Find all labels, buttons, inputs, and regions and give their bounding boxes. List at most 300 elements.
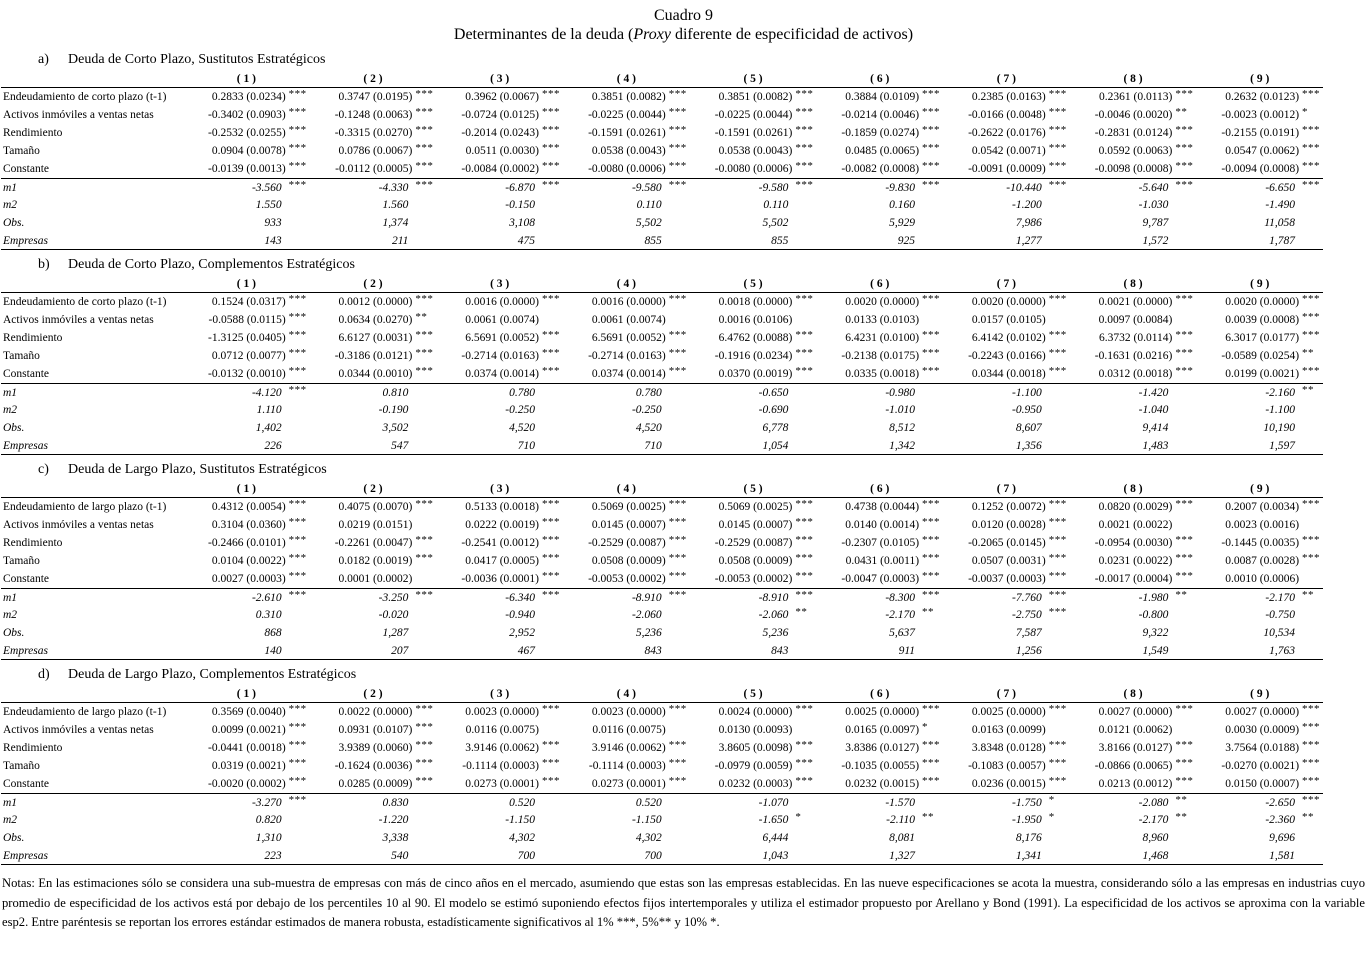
cell-value: 7,587 — [1015, 627, 1042, 639]
cell-value: -0.0954 (0.0030) — [1094, 537, 1173, 549]
significance-stars: *** — [668, 106, 687, 118]
significance-stars: *** — [668, 775, 687, 787]
cell-value: 3.9146 (0.0062) — [591, 742, 666, 754]
significance-stars: *** — [1302, 311, 1321, 323]
significance-stars: *** — [288, 589, 307, 601]
coef-row — [1, 365, 1323, 383]
col-header: ( 4 ) — [616, 483, 636, 495]
cell-value: 5,502 — [635, 217, 662, 229]
cell-value: 0.0016 (0.0000) — [465, 296, 540, 308]
significance-stars — [412, 808, 436, 826]
cell-value: 8,512 — [889, 422, 916, 434]
cell-value: -0.0046 (0.0020) — [1094, 109, 1173, 121]
significance-stars — [1172, 513, 1196, 531]
cell-value: 0.4312 (0.0054) — [211, 501, 286, 513]
significance-stars: *** — [1302, 534, 1321, 546]
significance-stars — [1172, 603, 1196, 621]
panel-table — [1, 686, 1323, 865]
cell-value: 0.5069 (0.0025) — [591, 501, 666, 513]
cell-value: 0.0370 (0.0019) — [718, 368, 793, 380]
significance-stars: *** — [288, 293, 307, 305]
coef-row — [1, 88, 1323, 106]
significance-stars — [792, 308, 816, 326]
header-spacer — [1, 686, 183, 702]
significance-stars: *** — [922, 106, 941, 118]
cell-value: -0.0441 (0.0018) — [208, 742, 286, 754]
row-label: m2 — [3, 199, 18, 211]
cell-value: -2.170 — [885, 609, 916, 621]
col-header: ( 7 ) — [996, 278, 1016, 290]
stat-row — [1, 606, 1323, 624]
cell-value: -0.690 — [758, 404, 789, 416]
significance-stars — [412, 513, 436, 531]
significance-stars: *** — [1302, 179, 1321, 191]
cell-value: 0.110 — [763, 199, 789, 211]
significance-stars: *** — [795, 498, 814, 510]
cell-value: -0.980 — [885, 387, 916, 399]
panel-letter: c) — [38, 462, 49, 477]
significance-stars: *** — [668, 552, 687, 564]
col-header: ( 5 ) — [743, 688, 763, 700]
significance-stars: ** — [1175, 106, 1188, 118]
significance-stars: *** — [1048, 775, 1067, 787]
significance-stars: *** — [415, 589, 434, 601]
cell-value: 0.1524 (0.0317) — [211, 296, 286, 308]
cell-value: 0.0335 (0.0018) — [845, 368, 920, 380]
cell-value: -0.0036 (0.0001) — [461, 573, 540, 585]
significance-stars — [792, 718, 816, 736]
significance-stars: *** — [288, 552, 307, 564]
significance-stars: *** — [1302, 293, 1321, 305]
cell-value: 4,520 — [635, 422, 662, 434]
cell-value: -1.220 — [378, 814, 409, 826]
significance-stars — [1299, 826, 1323, 844]
col-header: ( 6 ) — [870, 73, 890, 85]
significance-stars: *** — [542, 88, 561, 100]
cell-value: -6.650 — [1265, 182, 1296, 194]
cell-value: 0.0547 (0.0062) — [1225, 145, 1300, 157]
significance-stars — [412, 603, 436, 621]
row-label: m1 — [3, 387, 18, 399]
cell-value: 0.0374 (0.0014) — [591, 368, 666, 380]
cell-value: -2.610 — [251, 592, 282, 604]
significance-stars: *** — [1302, 124, 1321, 136]
cell-value: -0.150 — [505, 199, 536, 211]
stat-cell — [943, 847, 1070, 864]
significance-stars: *** — [1048, 347, 1067, 359]
col-header: ( 3 ) — [490, 73, 510, 85]
significance-stars: ** — [1302, 384, 1315, 396]
col-header: ( 1 ) — [236, 483, 256, 495]
significance-stars: * — [1048, 794, 1055, 806]
cell-value: 0.0097 (0.0084) — [1098, 314, 1173, 326]
col-header: ( 3 ) — [490, 483, 510, 495]
significance-stars — [539, 603, 563, 621]
significance-stars: *** — [795, 329, 814, 341]
significance-stars: *** — [1048, 329, 1067, 341]
cell-value: 0.0020 (0.0000) — [845, 296, 920, 308]
significance-stars: *** — [1302, 160, 1321, 172]
significance-stars — [666, 193, 690, 211]
cell-value: 0.0222 (0.0019) — [465, 519, 540, 531]
significance-stars: *** — [922, 775, 941, 787]
col-header: ( 8 ) — [1123, 278, 1143, 290]
cell-value: 0.0027 (0.0000) — [1225, 706, 1300, 718]
cell-value: -0.190 — [378, 404, 409, 416]
significance-stars — [412, 639, 436, 656]
significance-stars: *** — [668, 703, 687, 715]
col-header: ( 2 ) — [363, 73, 383, 85]
stat-row — [1, 178, 1323, 196]
stat-cell — [183, 232, 310, 249]
table-title-post: diferente de especificidad de activos) — [670, 26, 914, 43]
cell-value: -0.0588 (0.0115) — [208, 314, 286, 326]
cell-value: 540 — [391, 850, 409, 862]
significance-stars — [412, 398, 436, 416]
significance-stars: *** — [288, 498, 307, 510]
stat-cell — [1070, 232, 1197, 249]
significance-stars — [1046, 826, 1070, 844]
column-header-row — [1, 686, 1323, 703]
cell-value: 3.8348 (0.0128) — [971, 742, 1046, 754]
significance-stars: *** — [542, 703, 561, 715]
cell-value: 0.0232 (0.0003) — [718, 778, 793, 790]
cell-value: 0.0039 (0.0008) — [1225, 314, 1300, 326]
stat-cell — [690, 847, 817, 864]
cell-value: 223 — [264, 850, 282, 862]
cell-value: -0.0866 (0.0065) — [1094, 760, 1173, 772]
stat-cell — [1070, 437, 1197, 454]
cell-value: 0.0507 (0.0031) — [971, 555, 1046, 567]
significance-stars: ** — [1302, 811, 1315, 823]
cell-value: 1,402 — [255, 422, 282, 434]
significance-stars — [1172, 398, 1196, 416]
significance-stars — [919, 229, 943, 246]
cell-value: 5,236 — [762, 627, 789, 639]
significance-stars — [1046, 381, 1070, 398]
cell-value: 0.310 — [255, 609, 282, 621]
row-label: m1 — [3, 797, 18, 809]
cell-value: 0.1252 (0.0072) — [971, 501, 1046, 513]
significance-stars — [412, 416, 436, 434]
coef-row — [1, 347, 1323, 365]
cell-value: 0.0021 (0.0000) — [1098, 296, 1173, 308]
col-header: ( 5 ) — [743, 483, 763, 495]
cell-value: -4.330 — [378, 182, 409, 194]
significance-stars: *** — [415, 347, 434, 359]
cell-value: 8,607 — [1015, 422, 1042, 434]
coef-row — [1, 329, 1323, 347]
cell-value: 0.0021 (0.0022) — [1098, 519, 1173, 531]
stat-cell — [436, 642, 563, 659]
significance-stars: *** — [1048, 739, 1067, 751]
cell-value: 6.5691 (0.0052) — [591, 332, 666, 344]
col-header: ( 4 ) — [616, 73, 636, 85]
significance-stars — [539, 791, 563, 808]
significance-stars — [792, 826, 816, 844]
significance-stars: *** — [288, 775, 307, 787]
col-header: ( 2 ) — [363, 688, 383, 700]
significance-stars: *** — [1175, 179, 1194, 191]
significance-stars: *** — [668, 179, 687, 191]
col-header: ( 4 ) — [616, 688, 636, 700]
significance-stars: *** — [542, 516, 561, 528]
cell-value: -1.980 — [1138, 592, 1169, 604]
cell-value: 925 — [897, 235, 916, 247]
cell-value: -0.0979 (0.0059) — [714, 760, 793, 772]
significance-stars — [919, 381, 943, 398]
stat-cell — [816, 437, 943, 454]
stat-cell — [690, 437, 817, 454]
significance-stars: *** — [542, 365, 561, 377]
cell-value: -0.1248 (0.0063) — [334, 109, 413, 121]
significance-stars: *** — [288, 794, 307, 806]
coef-row — [1, 311, 1323, 329]
cell-value: -0.1591 (0.0261) — [714, 127, 793, 139]
cell-value: 0.2385 (0.0163) — [971, 91, 1046, 103]
cell-value: 1,256 — [1015, 645, 1042, 657]
col-header: ( 3 ) — [490, 688, 510, 700]
cell-value: -0.3186 (0.0121) — [334, 350, 413, 362]
significance-stars — [919, 621, 943, 639]
col-header: ( 9 ) — [1250, 483, 1270, 495]
cell-value: 0.0023 (0.0016) — [1225, 519, 1300, 531]
panel-title — [38, 460, 1367, 480]
cell-value: 1,468 — [1142, 850, 1169, 862]
significance-stars: *** — [1175, 329, 1194, 341]
row-label: Empresas — [3, 645, 48, 657]
significance-stars: *** — [288, 124, 307, 136]
significance-stars: *** — [415, 142, 434, 154]
significance-stars: *** — [922, 142, 941, 154]
col-header: ( 9 ) — [1250, 688, 1270, 700]
cell-value: 1,549 — [1142, 645, 1169, 657]
coef-row — [1, 775, 1323, 793]
significance-stars — [792, 211, 816, 229]
significance-stars — [666, 434, 690, 451]
significance-stars: *** — [1175, 552, 1194, 564]
significance-stars — [1299, 211, 1323, 229]
significance-stars — [412, 229, 436, 246]
cell-value: 5,236 — [635, 627, 662, 639]
stat-row — [1, 419, 1323, 437]
significance-stars: *** — [288, 88, 307, 100]
row-label: Rendimiento — [3, 127, 63, 139]
cell-value: -1.100 — [1265, 404, 1296, 416]
significance-stars: * — [795, 811, 802, 823]
cell-value: 6,778 — [762, 422, 789, 434]
cell-value: 3.7564 (0.0188) — [1225, 742, 1300, 754]
table-title — [0, 25, 1367, 45]
cell-value: -0.0047 (0.0003) — [841, 573, 920, 585]
significance-stars: ** — [1302, 589, 1315, 601]
significance-stars — [539, 416, 563, 434]
significance-stars — [666, 416, 690, 434]
cell-value: -0.2138 (0.0175) — [841, 350, 920, 362]
cell-value: 9,696 — [1269, 832, 1296, 844]
cell-value: 6.5691 (0.0052) — [465, 332, 540, 344]
cell-value: -0.0166 (0.0048) — [968, 109, 1046, 121]
cell-value: -2.080 — [1138, 797, 1169, 809]
col-header: ( 7 ) — [996, 73, 1016, 85]
stat-row — [1, 642, 1323, 660]
significance-stars — [919, 826, 943, 844]
cell-value: -0.0091 (0.0009) — [968, 163, 1046, 175]
cell-value: 6.3017 (0.0177) — [1225, 332, 1300, 344]
significance-stars: *** — [288, 365, 307, 377]
cell-value: 3.8605 (0.0098) — [718, 742, 793, 754]
significance-stars: *** — [542, 179, 561, 191]
cell-value: 0.3884 (0.0109) — [845, 91, 920, 103]
col-header: ( 6 ) — [870, 483, 890, 495]
cell-value: -0.0053 (0.0002) — [714, 573, 793, 585]
significance-stars: *** — [668, 739, 687, 751]
significance-stars — [539, 621, 563, 639]
significance-stars: *** — [922, 703, 941, 715]
significance-stars — [1046, 229, 1070, 246]
cell-value: 0.0030 (0.0009) — [1225, 724, 1300, 736]
significance-stars: *** — [1048, 589, 1067, 601]
cell-value: 0.780 — [509, 387, 536, 399]
row-label: Tamaño — [3, 760, 40, 772]
significance-stars: *** — [288, 757, 307, 769]
stat-row — [1, 196, 1323, 214]
cell-value: -2.650 — [1265, 797, 1296, 809]
significance-stars — [666, 229, 690, 246]
cell-value: 1,374 — [382, 217, 409, 229]
cell-value: -0.250 — [631, 404, 662, 416]
significance-stars: *** — [668, 293, 687, 305]
significance-stars: *** — [1175, 88, 1194, 100]
cell-value: 0.520 — [635, 797, 662, 809]
cell-value: 0.0145 (0.0007) — [591, 519, 666, 531]
coef-row — [1, 124, 1323, 142]
coef-row — [1, 703, 1323, 721]
stat-cell — [943, 642, 1070, 659]
significance-stars: *** — [795, 589, 814, 601]
significance-stars — [1299, 603, 1323, 621]
cell-value: 1.550 — [255, 199, 282, 211]
cell-value: -0.0094 (0.0008) — [1221, 163, 1300, 175]
row-label: Endeudamiento de largo plazo (t-1) — [3, 501, 167, 513]
cell-value: 0.780 — [635, 387, 662, 399]
cell-value: 1,327 — [889, 850, 916, 862]
stat-cell — [310, 437, 437, 454]
panel-title — [38, 255, 1367, 275]
significance-stars: *** — [415, 124, 434, 136]
significance-stars: *** — [1048, 498, 1067, 510]
panel-title-text: Deuda de Corto Plazo, Complementos Estratégicos — [68, 257, 355, 272]
significance-stars: *** — [795, 534, 814, 546]
cell-value: 6,444 — [762, 832, 789, 844]
row-label: Obs. — [3, 422, 25, 434]
cell-value: 0.0120 (0.0028) — [971, 519, 1046, 531]
significance-stars: *** — [668, 757, 687, 769]
significance-stars — [1046, 398, 1070, 416]
significance-stars — [539, 844, 563, 861]
significance-stars — [919, 791, 943, 808]
significance-stars — [792, 639, 816, 656]
cell-value: -0.1083 (0.0057) — [968, 760, 1046, 772]
panel-table — [1, 481, 1323, 660]
significance-stars: *** — [288, 703, 307, 715]
significance-stars — [1299, 844, 1323, 861]
significance-stars: *** — [288, 516, 307, 528]
cell-value: -0.940 — [505, 609, 536, 621]
cell-value: 0.110 — [636, 199, 662, 211]
significance-stars: *** — [1302, 794, 1321, 806]
cell-value: -2.750 — [1011, 609, 1042, 621]
significance-stars — [666, 308, 690, 326]
significance-stars — [1172, 718, 1196, 736]
stat-cell — [436, 847, 563, 864]
col-header: ( 3 ) — [490, 278, 510, 290]
significance-stars — [286, 603, 310, 621]
stat-row — [1, 588, 1323, 606]
significance-stars: *** — [668, 142, 687, 154]
significance-stars: *** — [922, 589, 941, 601]
significance-stars — [792, 434, 816, 451]
significance-stars: *** — [668, 570, 687, 582]
cell-value: 0.0001 (0.0002) — [338, 573, 413, 585]
cell-value: 5,502 — [762, 217, 789, 229]
cell-value: -0.0139 (0.0013) — [208, 163, 286, 175]
significance-stars: *** — [542, 293, 561, 305]
stat-cell — [1196, 642, 1323, 659]
table-title-proxy: Proxy — [633, 26, 671, 43]
significance-stars: *** — [1048, 160, 1067, 172]
significance-stars: *** — [795, 106, 814, 118]
cell-value: -0.1445 (0.0035) — [1221, 537, 1300, 549]
cell-value: -0.2529 (0.0087) — [714, 537, 793, 549]
significance-stars: *** — [922, 498, 941, 510]
significance-stars — [1046, 211, 1070, 229]
panels-container — [0, 50, 1367, 865]
cell-value: 868 — [264, 627, 282, 639]
row-label: Tamaño — [3, 350, 40, 362]
cell-value: 843 — [771, 645, 789, 657]
cell-value: -0.3315 (0.0270) — [334, 127, 413, 139]
significance-stars: ** — [922, 811, 935, 823]
panel-letter: a) — [38, 52, 49, 67]
significance-stars — [1172, 621, 1196, 639]
cell-value: 0.0116 (0.0075) — [465, 724, 540, 736]
row-label: m1 — [3, 592, 18, 604]
significance-stars — [286, 826, 310, 844]
cell-value: 6.4231 (0.0100) — [845, 332, 920, 344]
significance-stars — [286, 639, 310, 656]
cell-value: -0.0037 (0.0003) — [968, 573, 1046, 585]
cell-value: 0.0087 (0.0028) — [1225, 555, 1300, 567]
significance-stars: *** — [668, 516, 687, 528]
coef-row — [1, 106, 1323, 124]
significance-stars: *** — [415, 721, 434, 733]
significance-stars: *** — [1048, 703, 1067, 715]
cell-value: -1.3125 (0.0405) — [208, 332, 286, 344]
significance-stars: *** — [668, 498, 687, 510]
row-label: Obs. — [3, 832, 25, 844]
cell-value: 0.5133 (0.0018) — [465, 501, 540, 513]
significance-stars: *** — [542, 498, 561, 510]
row-label: m2 — [3, 404, 18, 416]
cell-value: 0.0213 (0.0012) — [1098, 778, 1173, 790]
significance-stars: *** — [922, 570, 941, 582]
significance-stars — [412, 211, 436, 229]
cell-value: 0.0024 (0.0000) — [718, 706, 793, 718]
significance-stars: *** — [1175, 703, 1194, 715]
cell-value: 0.0061 (0.0074) — [591, 314, 666, 326]
significance-stars: * — [922, 721, 929, 733]
